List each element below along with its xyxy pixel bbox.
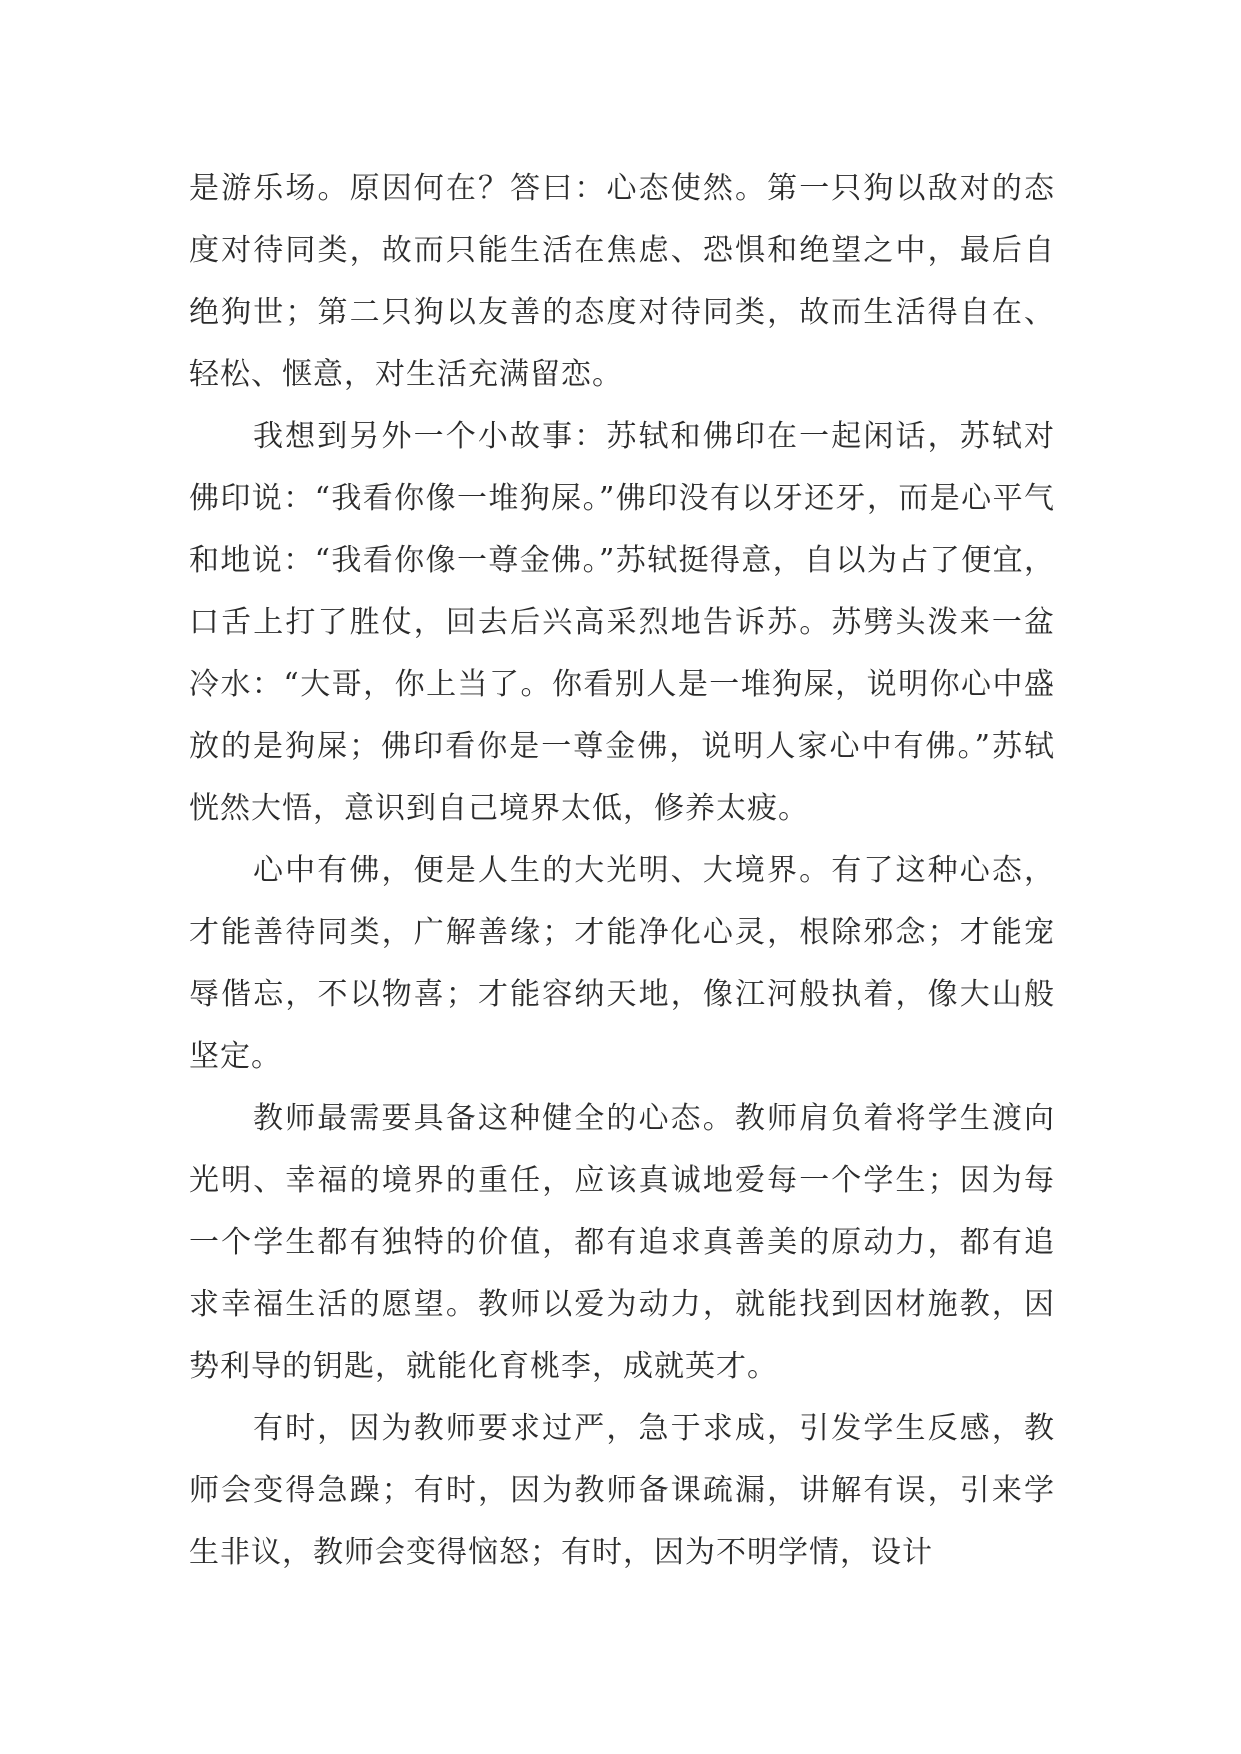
paragraph-teacher-emotions: 有时，因为教师要求过严，急于求成，引发学生反感，教师会变得急躁；有时，因为教师备课疏漏，讲解有误，引来学生非议，教师会变得恼怒；有时，因为不明学情，设计	[189, 1411, 1055, 1570]
body-text	[189, 158, 1055, 1584]
paragraph-su-shi-story: 我想到另外一个小故事：苏轼和佛印在一起闲话，苏轼对佛印说：“我看你像一堆狗屎。”佛印没有以牙还牙，而是心平气和地说：“我看你像一尊金佛。”苏轼挺得意，自以为占了便宜，口舌上打了胜仗，回去后兴高采烈地告诉苏。苏劈头泼来一盆冷水：“大哥，你上当了。你看别人是一堆狗屎，说明你心中盛放的是狗屎；佛印看你是一尊金佛，说明人家心中有佛。”苏轼恍然大悟，意识到自己境界太低，修养太疲。	[189, 419, 1055, 826]
paragraph-teacher-mindset: 教师最需要具备这种健全的心态。教师肩负着将学生渡向光明、幸福的境界的重任，应该真诚地爱每一个学生；因为每一个学生都有独特的价值，都有追求真善美的原动力，都有追求幸福生活的愿望。教师以爱为动力，就能找到因材施教，因势利导的钥匙，就能化育桃李，成就英才。	[189, 1101, 1055, 1384]
paragraph-continuation: 是游乐场。原因何在？答曰：心态使然。第一只狗以敌对的态度对待同类，故而只能生活在焦虑、恐惧和绝望之中，最后自绝狗世；第二只狗以友善的态度对待同类，故而生活得自在、轻松、惬意，对生活充满留恋。	[189, 171, 1055, 392]
paragraph-buddha-in-heart: 心中有佛，便是人生的大光明、大境界。有了这种心态，才能善待同类，广解善缘；才能净化心灵，根除邪念；才能宠辱偕忘，不以物喜；才能容纳天地，像江河般执着，像大山般坚定。	[189, 853, 1055, 1074]
